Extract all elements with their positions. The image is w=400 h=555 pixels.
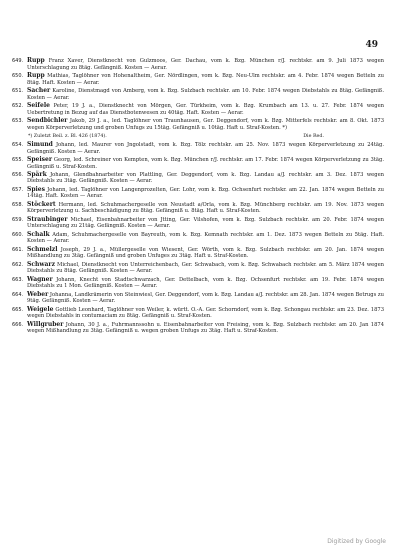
footnote-text: *) Zuletzt Beil. z. Bl. 426 (1874).: [28, 133, 107, 139]
entry-text: [27, 157, 384, 170]
entry-text: [27, 142, 384, 155]
entry-number: 653.: [12, 117, 24, 124]
entry-surname: Spärk: [27, 170, 47, 178]
entry-number: 663.: [12, 276, 24, 283]
entry-number: 664.: [12, 291, 24, 298]
entry-number: 658.: [12, 201, 24, 208]
entry-details: Peter, 19 J. a., Dienstknecht von Mörgen, Ger. Türkheim, vom k. Bzg. Krumbach am 13. u. 27. Febr. 1874 wegen Uebertretung in Bezug auf das Dienstbotenwesen zu 40täg. Haft. Kosten — Aerar.: [27, 102, 384, 116]
entry-details: Michael, Dienstknecht von Unterreichenbach, Ger. Schwabach, vom k. Bzg. Schwabach rechtskr. am 5. März 1874 wegen Diebstahls zu 8täg. Gefängniß. Kosten — Aerar.: [27, 261, 384, 275]
entry-surname: Spies: [27, 185, 46, 193]
register-entry: [12, 187, 384, 200]
entry-surname: Sacher: [27, 86, 51, 94]
register-entry: [12, 118, 384, 131]
entry-list-lower: [12, 142, 384, 335]
entry-details: Mathias, Taglöhner von Hohenaltheim, Ger. Nördlingen, vom k. Bzg. Neu-Ulm rechtskr. am 4. Febr. 1874 wegen Betteln zu 8täg. Haft. Kosten — Aerar.: [27, 72, 384, 86]
register-entry: [12, 202, 384, 215]
entry-number: 655.: [12, 156, 24, 163]
entry-details: Johann, Knecht von Stadtschwarzach, Ger. Dettelbach, vom k. Bzg. Ochsenfurt rechtskr. am 19. Febr. 1874 wegen Diebstahls zu 1 Mon. Gefängniß. Kosten — Aerar.: [27, 276, 384, 290]
entry-details: Franz Xaver, Dienstknecht von Gulzmoos, Ger. Dachau, vom k. Bzg. München r/J. rechtskr. am 9. Juli 1873 wegen Unterschlagung zu 8täg. Gefängniß. Kosten — Aerar.: [27, 58, 384, 71]
entry-surname: Weber: [27, 290, 49, 298]
entry-number: 654.: [12, 141, 24, 148]
entry-details: Johann, led. Maurer von Jngolstadt, vom k. Bzg. Tölz rechtskr. am 25. Nov. 1873 wegen Körperverletzung zu 24täg. Gefängniß. Kosten — Aerar.: [27, 141, 384, 155]
entry-details: Georg, led. Schreiner von Kempten, vom k. Bzg. München r/J. rechtskr. am 17. Febr. 1874 wegen Körperverletzung zu 3täg. Gefängniß u. Straf-Kosten.: [27, 156, 384, 170]
entry-surname: Rupp: [27, 71, 45, 79]
entry-text: [27, 73, 384, 86]
entry-number: 650.: [12, 72, 24, 79]
register-entry: [12, 262, 384, 275]
entry-details: Karoline, Dienstmagd von Amberg, vom k. Bzg. Sulzbach rechtskr. am 10. Febr. 1874 wegen Diebstahls zu 8täg. Gefängniß. Kosten — Aerar.: [27, 87, 384, 101]
register-entry: [12, 277, 384, 290]
entry-text: [27, 187, 384, 200]
entry-text: [27, 88, 384, 101]
entry-details: Johann, 30 J. a., Fuhrmannssohn u. Eisenbahnarbeiter von Freising, vom k. Bzg. Sulzbach rechtskr. am 20. Jan 1874 wegen Mißhandlung zu 3täg. Gefängniß u. wegen groben Unfugs zu 3täg. Haft u. Straf-Kosten.: [27, 321, 384, 335]
entry-surname: Schalk: [27, 230, 50, 238]
register-entry: [12, 73, 384, 86]
entry-text: [27, 103, 384, 116]
entry-list-upper: [12, 58, 384, 131]
entry-number: 657.: [12, 186, 24, 193]
entry-number: 666.: [12, 321, 24, 328]
entry-number: 649.: [12, 58, 24, 64]
entry-surname: Stöckert: [27, 200, 56, 208]
entry-text: [27, 232, 384, 245]
register-entry: [12, 58, 384, 71]
entry-details: Johann, Glendbahnarbeiter von Plattling, Ger. Deggendorf, vom k. Bzg. Landau a/J. rechtskr. am 3. Dez. 1873 wegen Diebstahls zu 3täg. Gefängniß. Kosten — Aerar.: [27, 171, 384, 185]
entry-surname: Schmelzl: [27, 245, 58, 253]
entry-surname: Simund: [27, 140, 53, 148]
entry-details: Johanna, Landkrämerin von Steinwiesl, Ger. Deggendorf, vom k. Bzg. Landau a/J. rechtskr. am 28. Jan. 1874 wegen Betrugs zu 9täg. Gefängniß. Kosten — Aerar.: [27, 291, 384, 305]
entry-number: 652.: [12, 102, 24, 109]
register-entry: [12, 307, 384, 320]
register-entry: [12, 103, 384, 116]
entry-surname: Weigele: [27, 305, 54, 313]
entry-text: [27, 118, 384, 131]
entry-number: 662.: [12, 261, 24, 268]
footnote-ref: Die Red.: [303, 133, 324, 139]
entry-surname: Sendbichler: [27, 116, 68, 124]
footnote: [28, 133, 384, 140]
entry-details: Jakob, 29 J. a., led. Taglöhner von Traunhausen, Ger. Deggendorf, vom k. Bzg. Mitterfels rechtskr. am 8. Okt. 1873 wegen Körperverletzung und groben Unfugs zu 15täg. Gefängniß u. 10täg. Haft u. Straf-Kosten. *): [27, 117, 384, 131]
entry-number: 659.: [12, 216, 24, 223]
entry-text: [27, 202, 384, 215]
register-entry: [12, 247, 384, 260]
entry-text: [27, 172, 384, 185]
entry-details: Michael, Eisenbahnarbeiter von Jtting, Ger. Vilshofen, vom k. Bzg. Sulzbach rechtskr. am 20. Febr. 1874 wegen Unterschlagung zu 21täg. Gefängniß. Kosten — Aerar.: [27, 216, 384, 230]
entry-details: Hermann, led. Schuhmachergeselle von Neustadt a/Orla, vom k. Bzg. Münchberg rechtskr. am 19. Nov. 1873 wegen Körperverletzung u. Sachbeschädigung zu 8täg. Gefängniß u. 8täg. Haft u. Straf-Kosten.: [27, 201, 384, 215]
entry-number: 665.: [12, 306, 24, 313]
register-entry: [12, 217, 384, 230]
entry-text: [27, 58, 384, 71]
entry-surname: Speiser: [27, 155, 52, 163]
entry-details: Adam, Schuhmachergeselle von Bayreuth, vom k. Bzg. Kemnath rechtskr. am 1. Dez. 1873 wegen Betteln zu 5täg. Haft. Kosten — Aerar.: [27, 231, 384, 245]
digitized-watermark: Digitized by Google: [327, 538, 386, 545]
entry-text: [27, 247, 384, 260]
register-entry: [12, 232, 384, 245]
register-entries: [12, 58, 384, 337]
entry-details: Johann, led. Taglöhner von Langenprozelten, Ger. Lohr, vom k. Bzg. Ochsenfurt rechtskr. am 22. Jan. 1874 wegen Betteln zu 14täg. Haft. Kosten — Aerar.: [27, 186, 384, 200]
register-entry: [12, 157, 384, 170]
entry-surname: Seifele: [27, 101, 50, 109]
register-entry: [12, 142, 384, 155]
entry-text: [27, 277, 384, 290]
entry-surname: Willgruber: [27, 320, 64, 328]
register-entry: [12, 292, 384, 305]
register-entry: [12, 88, 384, 101]
entry-number: 656.: [12, 171, 24, 178]
entry-text: [27, 262, 384, 275]
entry-text: [27, 217, 384, 230]
page-number: 49: [365, 40, 378, 50]
entry-text: [27, 307, 384, 320]
entry-surname: Wagner: [27, 275, 53, 283]
register-entry: [12, 322, 384, 335]
entry-text: [27, 292, 384, 305]
entry-details: Joseph, 29 J. a., Müllergeselle von Wiesent, Ger. Wörth, vom k. Bzg. Sulzbach rechtskr. am 20. Jan. 1874 wegen Mißhandlung zu 3täg. Gefängniß und groben Unfuges zu 3täg. Haft u. Straf-Kosten.: [27, 246, 384, 260]
entry-surname: Rupp: [27, 57, 45, 64]
entry-number: 660.: [12, 231, 24, 238]
entry-details: Gottlieb Leonhard, Taglöhner von Weiler, k. württ. O.-A. Ger. Schorndorf, vom k. Bzg. Schongau rechtskr. am 23. Dez. 1873 wegen Diebstahls in contumaciam zu 8täg. Gefängniß u. Straf-Kosten.: [27, 306, 384, 320]
register-entry: [12, 172, 384, 185]
entry-surname: Straubinger: [27, 215, 68, 223]
entry-text: [27, 322, 384, 335]
entry-number: 651.: [12, 87, 24, 94]
entry-surname: Schwarz: [27, 260, 55, 268]
entry-number: 661.: [12, 246, 24, 253]
